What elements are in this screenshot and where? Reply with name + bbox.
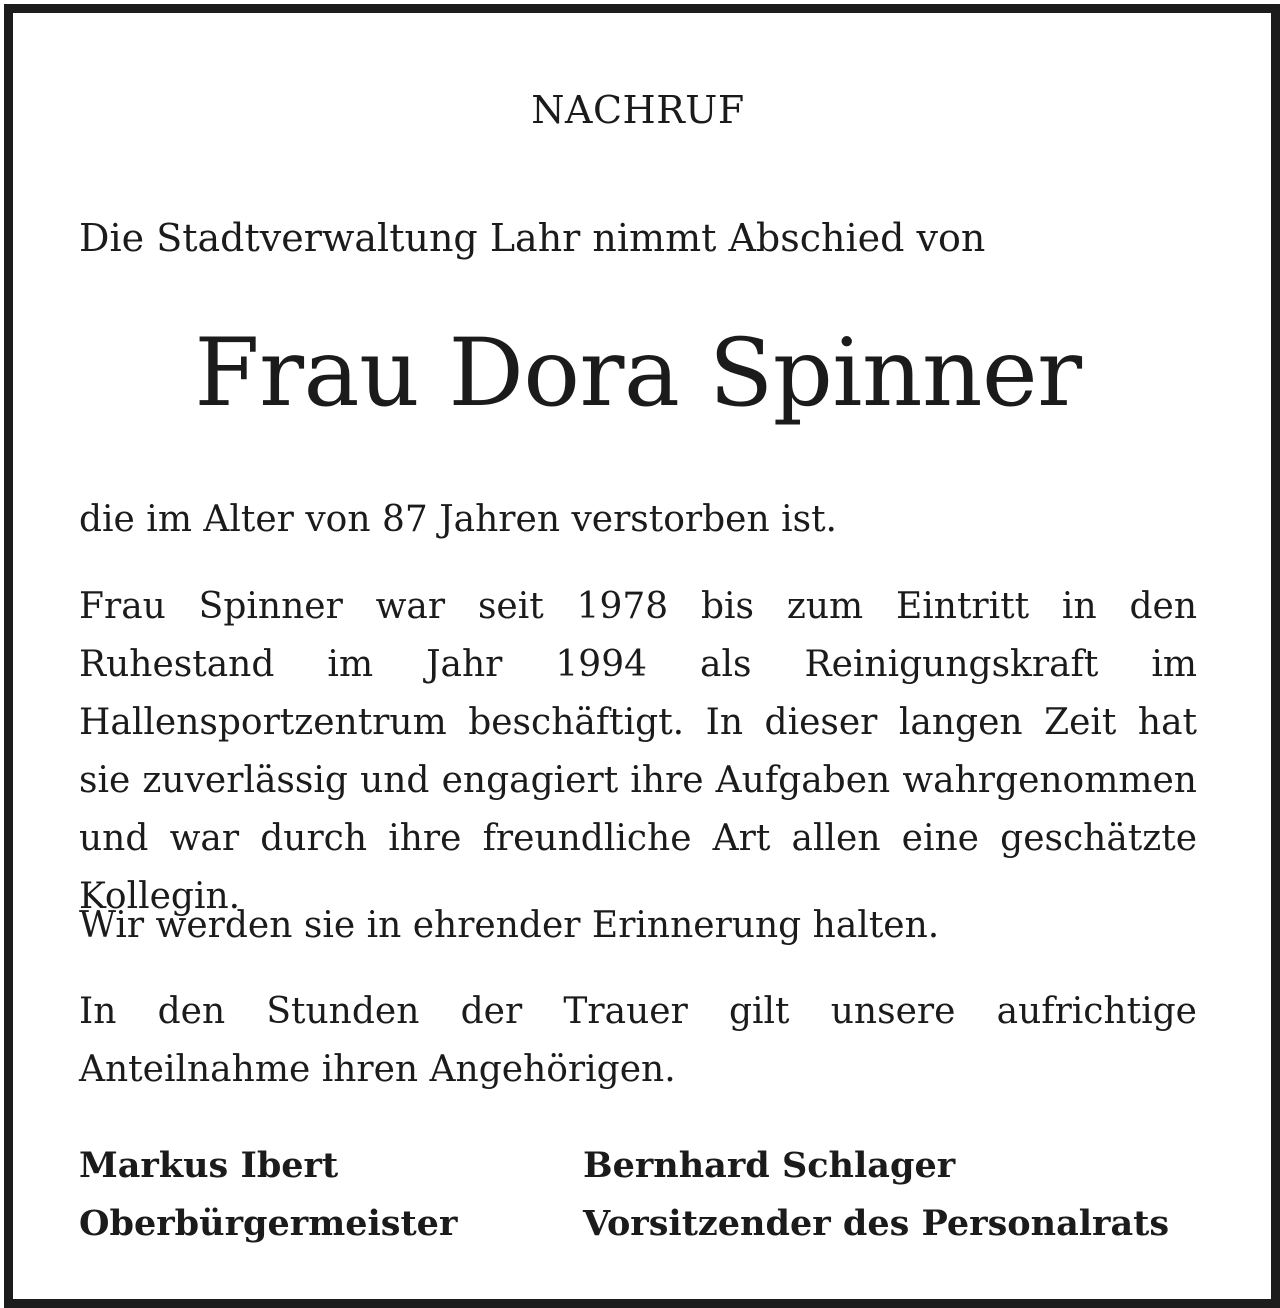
condolence-paragraph: In den Stunden der Trauer gilt unsere aufrichtige Anteilnahme ihren Angehörigen. <box>79 991 1197 1090</box>
signatory-title: Oberbürgermeister <box>79 1203 458 1244</box>
signatory-title: Vorsitzender des Personalrats <box>583 1203 1170 1244</box>
intro-line: Die Stadtverwaltung Lahr nimmt Abschied von <box>79 216 986 260</box>
obituary-heading: NACHRUF <box>531 88 745 132</box>
age-line: die im Alter von 87 Jahren verstorben ist. <box>79 499 838 540</box>
remembrance-line: Wir werden sie in ehrender Erinnerung halten. <box>79 905 940 946</box>
signature-staff-council <box>583 1137 1169 1253</box>
signature-mayor <box>79 1137 457 1253</box>
obituary-frame <box>4 4 1280 1308</box>
biography-paragraph: Frau Spinner war seit 1978 bis zum Eintritt in den Ruhestand im Jahr 1994 als Reinigungskraft im Hallensportzentrum beschäftigt. In dieser langen Zeit hat sie zuverlässig und engagiert ihre Aufgaben wahrgenommen und war durch ihre freundliche Art allen eine geschätzte Kollegin. <box>79 586 1197 917</box>
deceased-name: Frau Dora Spinner <box>194 319 1082 428</box>
signatory-name: Markus Ibert <box>79 1145 339 1186</box>
signatory-name: Bernhard Schlager <box>583 1145 956 1186</box>
